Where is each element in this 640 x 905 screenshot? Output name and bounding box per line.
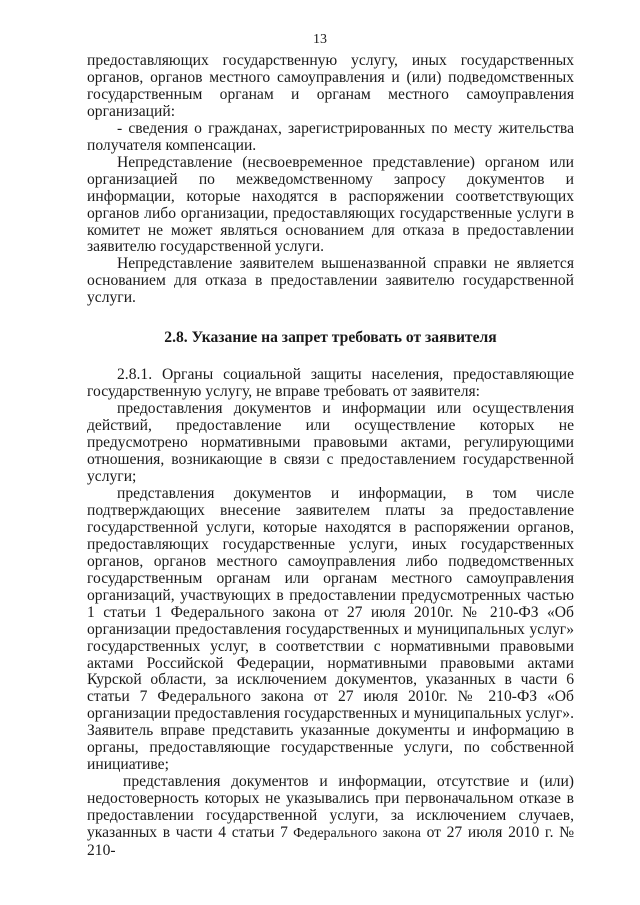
paragraph-list-item: - сведения о гражданах, зарегистрированных по месту жительства получателя компенсации. — [87, 119, 574, 154]
paragraph-continuation: предоставляющих государственную услугу, иных государственных органов, органов местного самоуправления и (или) подведомственных государственным органам и органам местного самоуправления организаций: — [87, 52, 574, 120]
section-heading: 2.8. Указание на запрет требовать от заявителя — [164, 329, 497, 347]
paragraph-clause-documents-actions: предоставления документов и информации или осуществления действий, предоставление или осуществление которых не предусмотрено нормативными правовыми актами, регулирующими отношения, возникающие в связи с предоставлением государственной услуги; — [87, 400, 574, 486]
clause-initial-refusal-small: Федерального закона — [287, 826, 421, 842]
page-number: 13 — [313, 32, 327, 47]
paragraph-clause-initial-refusal — [87, 774, 574, 860]
section-body — [87, 367, 574, 860]
clause-initial-refusal-tail: от 27 июля 2010 г. № 210- — [87, 824, 574, 859]
document-body — [87, 53, 574, 860]
paragraph-nonprovision-by-agency: Непредставление (несвоевременное представление) органом или организацией по межведомственному запросу документов и информации, которые находятся в распоряжении соответствующих органов либо организации, предоставляющих государственные услуги в комитет не может являться основанием для отказа в предоставлении заявителю государственной услуги. — [87, 153, 574, 256]
clause-initial-refusal-main: представления документов и информации, отсутствие и (или) недостоверность которых не указывались при первоначальном отказе в предоставлении государственной услуги, за исключением случаев, указанных в части 4 статьи 7 — [87, 773, 574, 842]
paragraph-clause-documents-information: представления документов и информации, в том числе подтверждающих внесение заявителем платы за предоставление государственной услуги, которые находятся в распоряжении органов, предоставляющих государственные услуги, иных государственных органов, органов местного самоуправления либо подведомственных государственным органам или органам местного самоуправления организаций, участвующих в предоставлении предусмотренных частью 1 статьи 1 Федерального закона от 27 июля 2010г. № 210-ФЗ «Об организации предоставления государственных и муниципальных услуг» государственных услуг, в соответствии с нормативными правовыми актами Российской Федерации, нормативными правовыми актами Курской области, за исключением документов, указанных в части 6 статьи 7 Федерального закона от 27 июля 2010г. № 210-ФЗ «Об организации предоставления государственных и муниципальных услуг». Заявитель вправе представить указанные документы и информацию в органы, предоставляющие государственные услуги, по собственной инициативе; — [87, 484, 574, 774]
paragraph-clause-2-8-1: 2.8.1. Органы социальной защиты населения, предоставляющие государственную услугу, не вправе требовать от заявителя: — [87, 366, 574, 401]
paragraph-nonprovision-by-applicant: Непредставление заявителем вышеназванной справки не является основанием для отказа в предоставлении заявителю государственной услуги. — [87, 255, 574, 307]
